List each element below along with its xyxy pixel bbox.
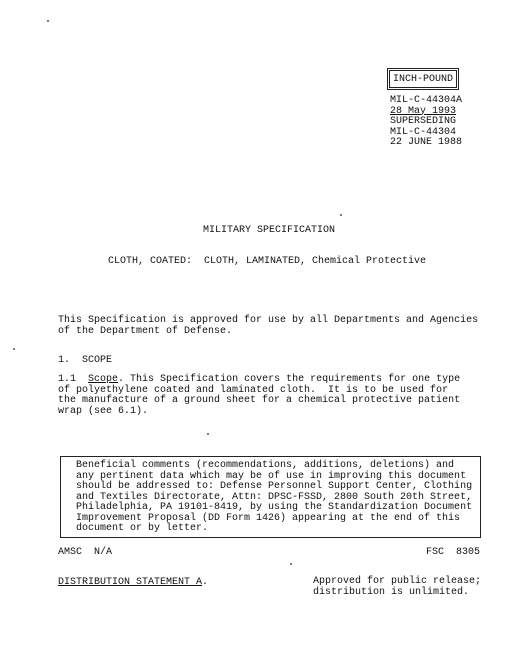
fsc-code: FSC 8305 [426, 547, 481, 558]
doc-date: 28 May 1993 [390, 105, 457, 117]
notice-line: and Textiles Directorate, Attn: DPSC-FSSD, 2800 South 20th Street, [76, 491, 473, 503]
release-line-2: distribution is unlimited. [313, 586, 470, 598]
amsc-code: AMSC N/A [58, 547, 113, 558]
document-identifier-block [390, 96, 462, 149]
page-subtitle: CLOTH, COATED: CLOTH, LAMINATED, Chemical Protective [108, 256, 427, 267]
scope-line-3: the manufacture of a ground sheet for a chemical protective patient [58, 395, 461, 406]
scan-speck [47, 20, 49, 22]
distribution-statement [58, 577, 208, 588]
superseding-label: SUPERSEDING [390, 116, 457, 127]
distribution-statement-label: DISTRIBUTION STATEMENT A [58, 577, 203, 588]
notice-line: Beneficial comments (recommendations, additions, deletions) and [76, 460, 455, 471]
scope-line-1 [58, 375, 460, 386]
scope-label: Scope [88, 374, 119, 385]
scope-line-4: wrap (see 6.1). [58, 405, 149, 417]
scan-speck [340, 214, 342, 216]
doc-number: MIL-C-44304A [390, 95, 463, 106]
notice-line: document or by letter. [76, 523, 209, 534]
approval-paragraph [58, 316, 478, 337]
scan-speck [13, 348, 15, 350]
scope-paragraph [58, 375, 460, 417]
approval-line-2: of the Department of Defense. [58, 325, 233, 337]
comments-notice-text [76, 461, 472, 535]
scope-line-2: of polyethylene coated and laminated cloth. It is to be used for [58, 384, 449, 396]
notice-line: should be addressed to: Defense Personnel Support Center, Clothing [76, 481, 473, 492]
inch-pound-label [389, 70, 457, 88]
notice-line: any pertinent data which may be of use in improving this document [76, 470, 467, 482]
page-title: MILITARY SPECIFICATION [203, 225, 336, 236]
notice-line: Improvement Proposal (DD Form 1426) appearing at the end of this [76, 512, 461, 524]
distribution-statement-period: . [202, 577, 209, 588]
superseded-date: 22 JUNE 1988 [390, 137, 463, 148]
inch-pound-text: INCH-POUND [392, 73, 453, 85]
superseded-number: MIL-C-44304 [390, 126, 457, 138]
scan-speck [290, 563, 292, 565]
notice-line: Philadelphia, PA 19101-8419, by using the Standardization Document [76, 502, 473, 513]
scope-number: 1.1 [58, 374, 77, 385]
approval-line-1: This Specification is approved for use by all Departments and Agencies [58, 315, 479, 326]
release-statement [313, 577, 481, 598]
scope-line-1-rest: . This Specification covers the requirements for one type [118, 374, 461, 385]
release-line-1: Approved for public release; [313, 576, 482, 587]
scan-speck [207, 433, 209, 435]
scope-heading: 1. SCOPE [58, 355, 113, 366]
